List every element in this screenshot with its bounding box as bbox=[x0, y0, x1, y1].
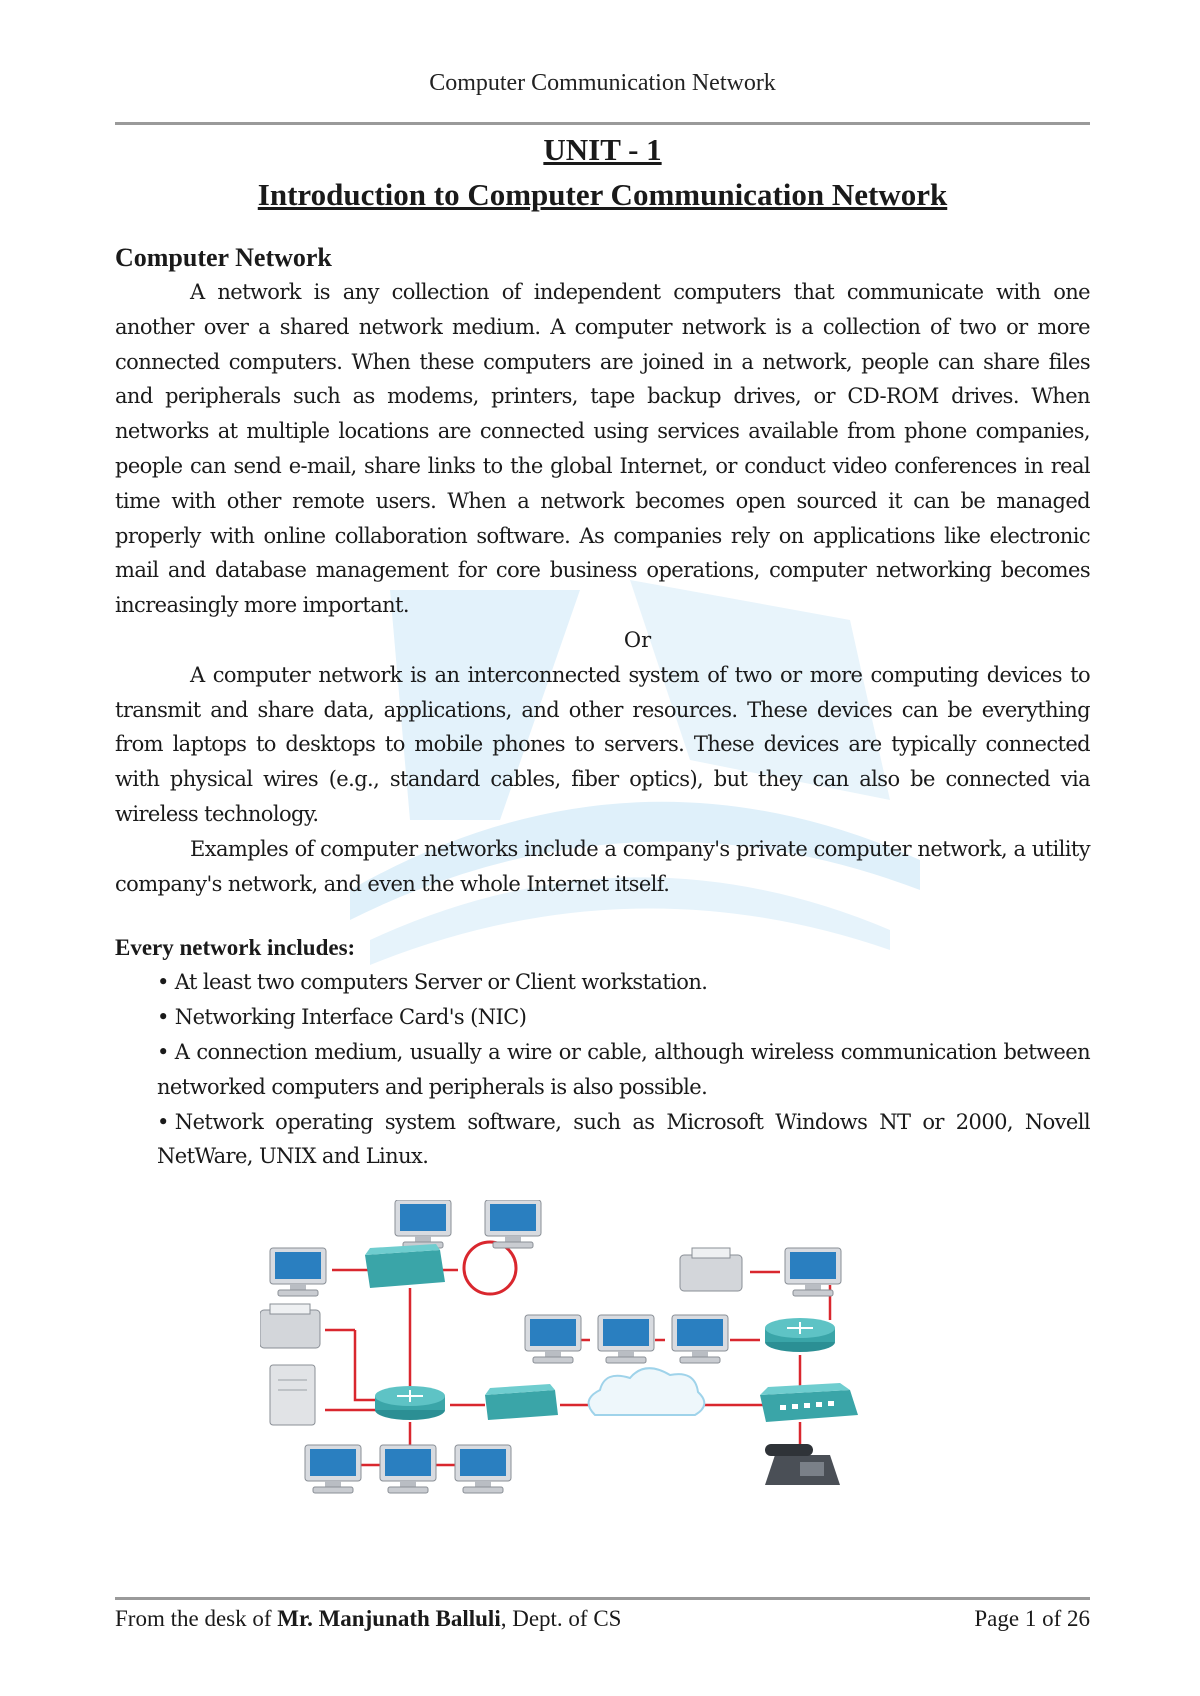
printer-icon bbox=[680, 1248, 742, 1291]
computer-icon bbox=[305, 1445, 361, 1493]
header-rule bbox=[115, 122, 1090, 125]
computer-icon bbox=[785, 1248, 841, 1296]
footer-credit bbox=[115, 1606, 621, 1632]
includes-list bbox=[115, 965, 1090, 1174]
paragraph-alternative-definition: A computer network is an interconnected system of two or more computing devices to transmit and share data, applications, and other resources. These devices can be everything from laptops to desktops to mobile phones to servers. These devices are typically connected with physical wires (e.g., standard cables, fiber optics), but they can also be connected via wireless technology. bbox=[115, 662, 1090, 826]
bullet-icon: • bbox=[157, 1109, 169, 1134]
cloud-icon bbox=[589, 1368, 705, 1415]
router-icon bbox=[765, 1318, 835, 1352]
footer-rule bbox=[115, 1597, 1090, 1600]
paragraph-definition: A network is any collection of independent computers that communicate with one another over a shared network medium. A computer network is a collection of two or more connected computers. When these computers are joined in a network, people can share files and peripherals such as modems, printers, tape backup drives, or CD-ROM drives. When networks at multiple locations are connected using services available from phone companies, people can send e-mail, share links to the global Internet, or conduct video conferences in real time with other remote users. When a network becomes open sourced it can be managed properly with online collaboration software. As companies rely on applications like electronic mail and database management for core business operations, computer networking becomes increasingly more important. bbox=[115, 280, 1090, 618]
footer-prefix: From the desk of bbox=[115, 1606, 278, 1631]
list-item bbox=[157, 1105, 1090, 1175]
server-icon bbox=[270, 1365, 315, 1425]
list-item bbox=[157, 965, 1090, 1000]
list-item-text: At least two computers Server or Client workstation. bbox=[174, 970, 708, 995]
paragraph-examples: Examples of computer networks include a company's private computer network, a utility company's network, and even the whole Internet itself. bbox=[115, 836, 1090, 896]
computer-icon bbox=[672, 1315, 728, 1363]
router-icon bbox=[375, 1386, 445, 1420]
list-item bbox=[157, 1000, 1090, 1035]
computer-icon bbox=[380, 1445, 436, 1493]
computer-icon bbox=[270, 1248, 326, 1296]
hub-icon bbox=[485, 1384, 558, 1420]
switch-icon bbox=[365, 1244, 445, 1288]
ring-topology-icon bbox=[464, 1242, 516, 1294]
section-heading: Computer Network bbox=[115, 243, 332, 272]
network-switch-icon bbox=[760, 1383, 858, 1422]
list-item-text: A connection medium, usually a wire or cable, although wireless communication between networked computers and peripherals is also possible. bbox=[157, 1039, 1090, 1099]
footer-dept: , Dept. of CS bbox=[500, 1606, 622, 1631]
bullet-icon: • bbox=[157, 970, 169, 995]
computer-icon bbox=[598, 1315, 654, 1363]
computer-icon bbox=[525, 1315, 581, 1363]
computer-icon bbox=[455, 1445, 511, 1493]
running-header: Computer Communication Network bbox=[429, 70, 776, 96]
telephone-icon bbox=[765, 1444, 840, 1485]
page-content bbox=[115, 130, 1090, 1174]
list-item bbox=[157, 1035, 1090, 1105]
bullet-icon: • bbox=[157, 1039, 169, 1064]
or-separator: Or bbox=[623, 627, 652, 652]
page-number: Page 1 of 26 bbox=[974, 1606, 1090, 1631]
bullet-icon: • bbox=[157, 1005, 169, 1030]
includes-heading: Every network includes: bbox=[115, 935, 356, 961]
network-diagram bbox=[260, 1200, 920, 1520]
footer-author: Mr. Manjunath Balluli bbox=[277, 1606, 501, 1631]
list-item-text: Network operating system software, such as Microsoft Windows NT or 2000, Novell NetWare, UNIX and Linux. bbox=[157, 1109, 1090, 1169]
computer-icon bbox=[395, 1200, 451, 1248]
list-item-text: Networking Interface Card's (NIC) bbox=[174, 1005, 527, 1030]
document-title: Introduction to Computer Communication Network bbox=[257, 177, 948, 212]
printer-icon bbox=[260, 1304, 320, 1348]
unit-title: UNIT - 1 bbox=[543, 132, 662, 167]
